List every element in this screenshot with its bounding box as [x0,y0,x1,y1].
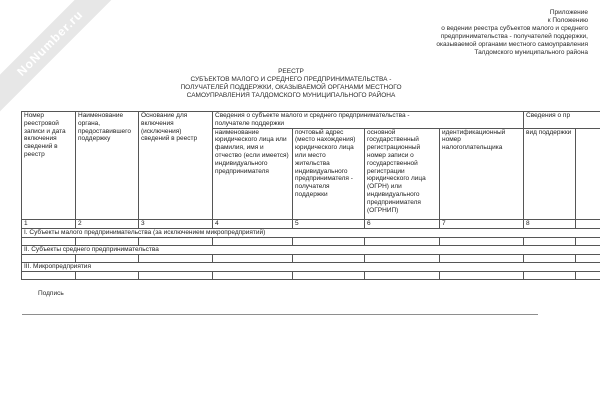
section-row-micro-enterprises [22,262,600,271]
note-line: предпринимательства - получателей поддержки, [440,33,588,40]
empty-cell [524,271,576,279]
empty-cell [139,237,213,245]
note-line: к Положению [547,17,588,24]
empty-cell [365,254,440,262]
column-number: 4 [213,219,293,228]
column-number-clipped [576,219,600,228]
empty-cell [139,254,213,262]
watermark-text: NoNumber.ru [14,7,86,79]
empty-cell [524,254,576,262]
empty-cell [524,237,576,245]
empty-cell [213,271,293,279]
column-number: 3 [139,219,213,228]
empty-cell [22,237,76,245]
empty-cell [213,254,293,262]
note-line: Приложение [549,9,588,16]
col-header-support-kind: вид поддержки [524,128,576,219]
column-number: 2 [76,219,139,228]
col-header-basis: Основание для включения (исключения) сведений в реестр [139,112,213,220]
empty-cell [576,271,600,279]
title-line: ПОЛУЧАТЕЛЕЙ ПОДДЕРЖКИ, ОКАЗЫВАЕМОЙ ОРГАНАМИ МЕСТНОГО [180,84,402,91]
column-number: 6 [365,219,440,228]
col-header-ogrn: основной государственный регистрационный номер записи о государственной регистрации юридического лица (ОГРН) или индивидуального предпринимателя (ОГРНИП) [365,128,440,219]
title-line: РЕЕСТР [278,68,304,75]
empty-data-row [22,271,600,279]
column-number: 7 [440,219,524,228]
section-label: I. Субъекты малого предпринимательства (за исключением микропредприятий) [22,228,600,237]
note-line: оказываемой органами местного самоуправления [436,41,588,48]
section-label: III. Микропредприятия [22,262,600,271]
empty-cell [576,237,600,245]
registry-table [21,111,600,280]
document-annex-note [436,9,588,57]
empty-cell [22,271,76,279]
empty-cell [76,254,139,262]
empty-cell [293,271,365,279]
empty-cell [293,254,365,262]
col-header-inn: идентификационный номер налогоплательщика [440,128,524,219]
empty-cell [139,271,213,279]
header-row-groups [22,112,600,129]
column-number: 1 [22,219,76,228]
col-header-clipped [576,128,600,219]
group-header-subject-line: Сведения о субъекте малого и среднего предпринимательства - [215,112,410,119]
title-line: САМОУПРАВЛЕНИЯ ТАЛДОМСКОГО МУНИЦИПАЛЬНОГО РАЙОНА [186,92,396,99]
empty-cell [293,237,365,245]
section-label: II. Субъекты среднего предпринимательства [22,245,600,254]
empty-cell [440,254,524,262]
group-header-subject-line: получателе поддержки [215,119,285,127]
section-row-medium-enterprises [22,245,600,254]
note-line: о ведении реестра субъектов малого и среднего [441,25,588,32]
column-number: 8 [524,219,576,228]
group-header-support-info: Сведения о пр [524,112,600,129]
empty-cell [440,271,524,279]
empty-cell [76,271,139,279]
section-row-small-enterprises [22,228,600,237]
col-header-entity-name: наименование юридического лица или фамилия, имя и отчество (если имеется) индивидуального предпринимателя [213,128,293,219]
document-title [0,68,582,100]
empty-data-row [22,237,600,245]
signature-line [22,314,538,315]
group-header-subject-info [213,112,524,129]
column-number: 5 [293,219,365,228]
empty-cell [213,237,293,245]
col-header-registry-number: Номер реестровой записи и дата включения сведений в реестр [22,112,76,220]
empty-cell [576,254,600,262]
signature-label: Подпись [38,290,64,297]
empty-cell [440,237,524,245]
empty-cell [76,237,139,245]
title-line: СУБЪЕКТОВ МАЛОГО И СРЕДНЕГО ПРЕДПРИНИМАТЕЛЬСТВА - [190,76,392,83]
empty-cell [22,254,76,262]
empty-cell [365,237,440,245]
empty-cell [365,271,440,279]
empty-data-row [22,254,600,262]
col-header-authority: Наименование органа, предоставившего поддержку [76,112,139,220]
column-number-row [22,219,600,228]
note-line: Талдомского муниципального района [474,49,588,56]
col-header-postal-address: почтовый адрес (место нахождения) юридического лица или место жительства индивидуального предпринимателя - получателя поддержки [293,128,365,219]
